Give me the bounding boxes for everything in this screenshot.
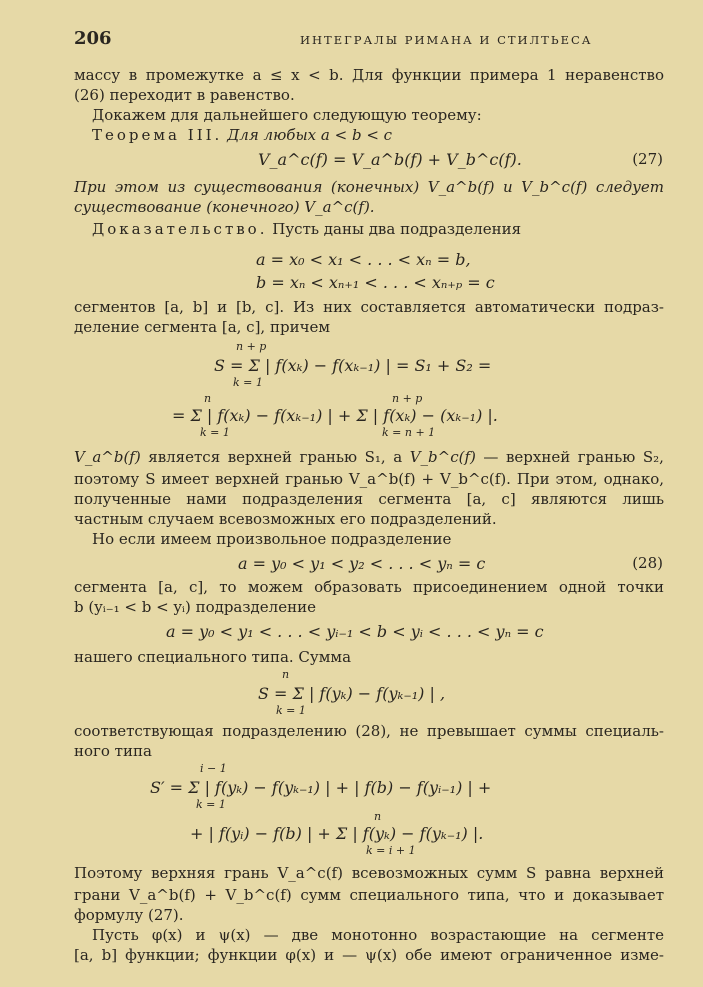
page-number: 206	[74, 28, 112, 49]
text-segment: — верхней гранью S₂,	[483, 448, 664, 466]
equation-number: (28)	[632, 554, 663, 572]
sum-upper-limit: n + p	[392, 392, 423, 405]
text-line: ного типа	[74, 742, 152, 760]
subdivision-equation: a = y₀ < y₁ < . . . < yᵢ₋₁ < b < yᵢ < . . . < yₙ = c	[166, 622, 544, 641]
theorem-heading: Теорема III.	[92, 126, 223, 144]
sum-equation: + | f(yᵢ) − f(b) | + Σ | f(yₖ) − f(yₖ₋₁) |.	[190, 824, 484, 843]
text-line: формулу (27).	[74, 906, 184, 924]
sum-equation: S = Σ | f(yₖ) − f(yₖ₋₁) | ,	[258, 684, 446, 703]
text-line: частным случаем всевозможных его подразделений.	[74, 510, 497, 528]
text-line: нашего специального типа. Сумма	[74, 648, 352, 666]
sum-upper-limit: i − 1	[200, 762, 227, 775]
sum-equation: S = Σ | f(xₖ) − f(xₖ₋₁) | = S₁ + S₂ =	[214, 356, 492, 375]
text-line: грани V_a^b(f) + V_b^c(f) сумм специального типа, что и доказывает	[74, 886, 664, 904]
text-line: сегмента [a, c], то можем образовать присоединением одной точки	[74, 578, 664, 596]
sum-equation: = Σ | f(xₖ) − f(xₖ₋₁) | + Σ | f(xₖ) − (xₖ₋₁) |.	[172, 406, 498, 425]
sum-upper-limit: n	[282, 668, 290, 681]
sum-lower-limit: k = 1	[233, 376, 263, 389]
text-line: b (yᵢ₋₁ < b < yᵢ) подразделение	[74, 598, 316, 616]
text-line: поэтому S имеет верхней гранью V_a^b(f) + V_b^c(f). При этом, однако,	[74, 470, 664, 488]
text-line: Докажем для дальнейшего следующую теорему:	[92, 106, 482, 124]
sum-lower-limit: k = 1	[200, 426, 230, 439]
variation-symbol: V_a^b(f)	[74, 448, 141, 466]
text-line: массу в промежутке a ≤ x < b. Для функции примера 1 неравенство	[74, 66, 664, 84]
text-line: соответствующая подразделению (28), не превышает суммы специаль-	[74, 722, 664, 740]
text-line: Пусть φ(x) и ψ(x) — две монотонно возрастающие на сегменте	[92, 926, 664, 944]
proof-heading: Доказательство.	[92, 220, 268, 238]
theorem-line	[92, 126, 664, 144]
proof-line	[92, 220, 664, 238]
page-header	[74, 28, 663, 48]
sum-upper-limit: n + p	[236, 340, 267, 353]
text-line: сегментов [a, b] и [b, c]. Из них составляется автоматически подраз-	[74, 298, 664, 316]
text-line: Но если имеем произвольное подразделение	[92, 530, 452, 548]
text-line: деление сегмента [a, c], причем	[74, 318, 331, 336]
text-line: (26) переходит в равенство.	[74, 86, 295, 104]
text-line	[74, 448, 664, 466]
text-line: Поэтому верхняя грань V_a^c(f) всевозможных сумм S равна верхней	[74, 864, 664, 882]
subdivision-equation: b = xₙ < xₙ₊₁ < . . . < xₙ₊ₚ = c	[256, 273, 495, 292]
sum-upper-limit: n	[204, 392, 212, 405]
text-line: полученные нами подразделения сегмента [a, c] являются лишь	[74, 490, 664, 508]
sum-lower-limit: k = 1	[276, 704, 306, 717]
text-line: [a, b] функции; функции φ(x) и — ψ(x) обе имеют ограниченное изме-	[74, 946, 664, 964]
variation-symbol: V_b^c(f)	[409, 448, 476, 466]
proof-text: Пусть даны два подразделения	[272, 220, 522, 238]
theorem-statement: Для любых a < b < c	[227, 126, 393, 144]
text-segment: является верхней гранью S₁, а	[148, 448, 403, 466]
subdivision-equation: a = x₀ < x₁ < . . . < xₙ = b,	[256, 250, 471, 269]
text-line: При этом из существования (конечных) V_a^b(f) и V_b^c(f) следует	[74, 178, 664, 196]
sum-lower-limit: k = 1	[196, 798, 226, 811]
sum-upper-limit: n	[374, 810, 382, 823]
equation-27: V_a^c(f) = V_a^b(f) + V_b^c(f).	[258, 150, 522, 169]
equation-number: (27)	[632, 150, 663, 168]
sum-equation: S′ = Σ | f(yₖ) − f(yₖ₋₁) | + | f(b) − f(yᵢ₋₁) | +	[150, 778, 492, 797]
equation-28: a = y₀ < y₁ < y₂ < . . . < yₙ = c	[238, 554, 486, 573]
sum-lower-limit: k = n + 1	[382, 426, 436, 439]
text-line: существование (конечного) V_a^c(f).	[74, 198, 375, 216]
running-head: ИНТЕГРАЛЫ РИМАНА И СТИЛТЬЕСА	[300, 33, 593, 47]
sum-lower-limit: k = i + 1	[366, 844, 416, 857]
